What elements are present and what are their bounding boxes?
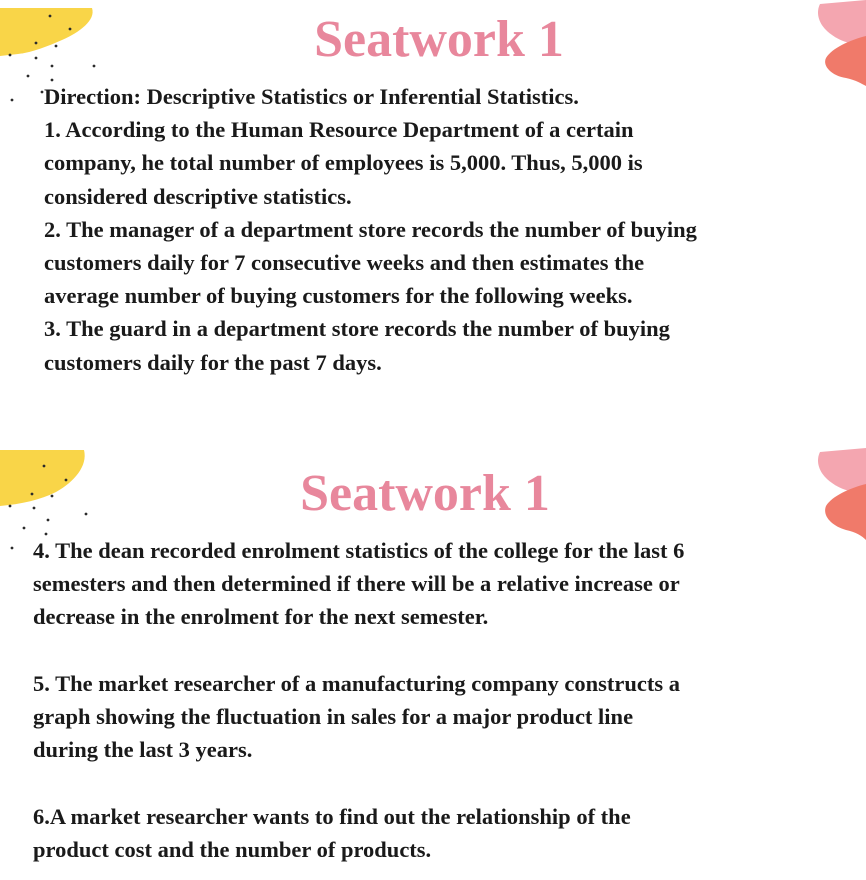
item-6-line-2: product cost and the number of products. [33,836,432,862]
slide-2 [0,436,866,880]
blank-line [33,634,684,667]
item-5-line-2: graph showing the fluctuation in sales for a major product line [33,704,634,729]
slide-divider [0,420,866,436]
item-1-line-1: 1. According to the Human Resource Department of a certain [44,117,634,143]
item-2-line-1: 2. The manager of a department store records the number of buying [44,216,697,242]
slide-1 [0,0,866,420]
direction-line: Direction: Descriptive Statistics or Inferential Statistics. [44,84,579,109]
item-5-line-3: during the last 3 years. [33,737,253,763]
slide-2-title: Seatwork 1 [300,465,550,522]
slide-2-body [33,534,684,866]
item-4-line-1: 4. The dean recorded enrolment statistics of the college for the last 6 [33,538,685,563]
item-4-line-2: semesters and then determined if there will be a relative increase or [33,571,680,597]
item-2-line-2: customers daily for 7 consecutive weeks and then estimates the [44,250,645,276]
slide-1-body [44,80,697,379]
item-2-line-3: average number of buying customers for the following weeks. [44,283,633,309]
item-1-line-2: company, he total number of employees is 5,000. Thus, 5,000 is [44,150,643,176]
blank-line [33,766,684,799]
item-5-line-1: 5. The market researcher of a manufacturing company constructs a [33,670,681,696]
item-1-line-3: considered descriptive statistics. [44,183,352,209]
item-3-line-2: customers daily for the past 7 days. [44,349,382,375]
item-3-line-1: 3. The guard in a department store records the number of buying [44,316,670,342]
item-6-line-1: 6.A market researcher wants to find out the relationship of the [33,803,631,829]
item-4-line-3: decrease in the enrolment for the next semester. [33,604,489,630]
slide-1-title: Seatwork 1 [314,11,564,68]
